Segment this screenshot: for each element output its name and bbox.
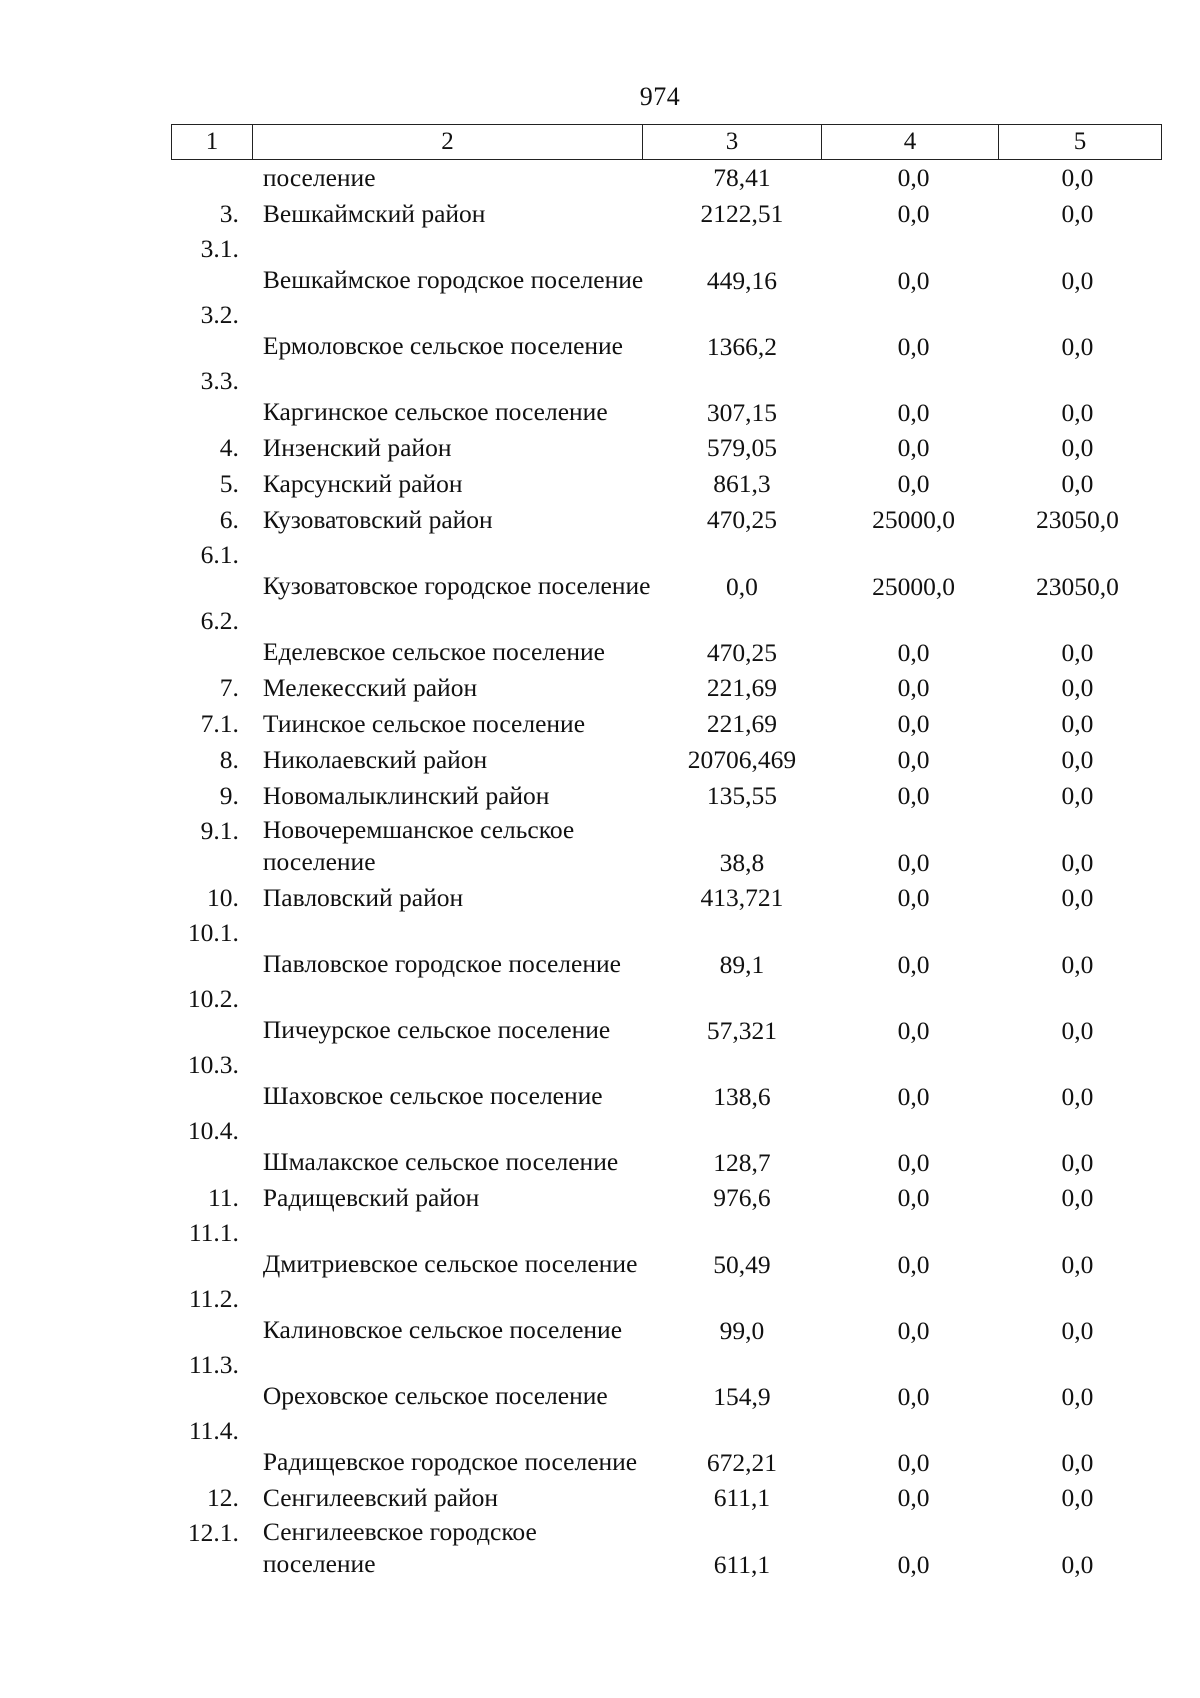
row-number: 11.4.: [188, 1416, 239, 1445]
row-value-col4: 25000,0: [872, 572, 955, 601]
row-number: 10.2.: [187, 984, 239, 1013]
row-value-col3: 128,7: [713, 1148, 771, 1177]
row-name: Каргинское сельское поселение: [262, 397, 608, 426]
row-value-col3: 221,69: [706, 709, 777, 738]
header-col-3: 3: [643, 125, 822, 160]
row-value-col5: 0,0: [1061, 673, 1094, 702]
row-value-col4: 0,0: [897, 1148, 930, 1177]
row-value-col5: 0,0: [1061, 469, 1094, 498]
row-value-col5: 0,0: [1061, 266, 1094, 295]
row-number: 11.1.: [188, 1218, 239, 1247]
row-name: Шмалакское сельское поселение: [262, 1147, 619, 1176]
row-value-col4: 0,0: [897, 332, 930, 361]
row-value-col5: 0,0: [1061, 709, 1094, 738]
row-name: Сенгилеевское городское поселение: [262, 1517, 537, 1578]
table-row: [171, 814, 1156, 880]
row-number: 12.: [207, 1483, 239, 1512]
row-number: 11.2.: [188, 1284, 239, 1313]
table-row: [171, 298, 1156, 364]
header-col-5: 5: [999, 125, 1162, 160]
row-number: 7.1.: [200, 709, 239, 738]
row-value-col5: 0,0: [1061, 1550, 1094, 1579]
row-value-col5: 0,0: [1061, 638, 1094, 667]
row-name: Ореховское сельское поселение: [262, 1381, 608, 1410]
row-value-col3: 135,55: [706, 781, 777, 810]
row-name: Кузоватовский район: [262, 505, 493, 534]
row-value-col3: 99,0: [719, 1316, 765, 1345]
table-row: [171, 430, 1156, 466]
table-row: [171, 1282, 1156, 1348]
row-value-col3: 0,0: [725, 572, 758, 601]
row-value-col5: 0,0: [1061, 1448, 1094, 1477]
row-value-col5: 0,0: [1061, 781, 1094, 810]
table-row: [171, 1480, 1156, 1516]
header-col-1: 1: [172, 125, 253, 160]
table-row: [171, 1114, 1156, 1180]
table-row: [171, 1348, 1156, 1414]
row-value-col5: 0,0: [1061, 1016, 1094, 1045]
row-name: Ермоловское сельское поселение: [262, 331, 624, 360]
row-number: 3.3.: [200, 366, 239, 395]
row-number: 3.2.: [200, 300, 239, 329]
row-name: Карсунский район: [262, 469, 463, 498]
table-body: [171, 160, 1156, 1582]
row-value-col3: 78,41: [713, 163, 771, 192]
row-number: 5.: [219, 469, 239, 498]
row-value-col5: 0,0: [1061, 1316, 1094, 1345]
row-value-col3: 89,1: [719, 950, 765, 979]
row-value-col3: 470,25: [706, 638, 777, 667]
table-row: [171, 1180, 1156, 1216]
row-name: Павловский район: [262, 883, 464, 912]
row-value-col4: 0,0: [897, 673, 930, 702]
table-row: [171, 778, 1156, 814]
row-value-col4: 0,0: [897, 709, 930, 738]
header-col-4: 4: [822, 125, 999, 160]
row-value-col3: 2122,51: [700, 199, 784, 228]
row-number: 10.: [207, 883, 239, 912]
table-header: [171, 124, 1162, 160]
row-number: 7.: [219, 673, 239, 702]
row-value-col3: 470,25: [706, 505, 777, 534]
row-value-col4: 0,0: [897, 266, 930, 295]
row-name: Николаевский район: [262, 745, 488, 774]
row-value-col4: 0,0: [897, 781, 930, 810]
row-value-col3: 50,49: [713, 1250, 771, 1279]
row-value-col3: 413,721: [700, 883, 784, 912]
row-value-col3: 154,9: [713, 1382, 771, 1411]
row-number: 3.: [219, 199, 239, 228]
row-value-col3: 976,6: [713, 1183, 771, 1212]
row-value-col4: 0,0: [897, 199, 930, 228]
row-value-col5: 0,0: [1061, 163, 1094, 192]
table-row: [171, 466, 1156, 502]
table-row: [171, 880, 1156, 916]
row-value-col4: 0,0: [897, 883, 930, 912]
row-name: Мелекесский район: [262, 673, 478, 702]
table-row: [171, 196, 1156, 232]
row-value-col5: 23050,0: [1036, 505, 1119, 534]
table-row: [171, 538, 1156, 604]
row-value-col3: 57,321: [706, 1016, 777, 1045]
table-row: [171, 1216, 1156, 1282]
header-row: [172, 125, 1162, 160]
row-name: Шаховское сельское поселение: [262, 1081, 603, 1110]
row-value-col3: 138,6: [713, 1082, 771, 1111]
row-value-col3: 611,1: [713, 1483, 771, 1512]
row-value-col3: 221,69: [706, 673, 777, 702]
row-name: Кузоватовское городское поселение: [262, 571, 651, 600]
row-value-col5: 0,0: [1061, 199, 1094, 228]
row-value-col5: 0,0: [1061, 950, 1094, 979]
row-value-col4: 0,0: [897, 1183, 930, 1212]
row-name: поселение: [262, 163, 376, 192]
row-number: 11.3.: [188, 1350, 239, 1379]
row-value-col3: 20706,469: [687, 745, 797, 774]
row-name: Радищевский район: [262, 1183, 480, 1212]
row-number: 11.: [207, 1183, 239, 1212]
row-number: 8.: [219, 745, 239, 774]
row-value-col5: 0,0: [1061, 332, 1094, 361]
row-name: Тиинское сельское поселение: [262, 709, 586, 738]
row-value-col4: 0,0: [897, 1082, 930, 1111]
table-row: [171, 364, 1156, 430]
row-number: 6.1.: [200, 540, 239, 569]
row-value-col4: 0,0: [897, 1316, 930, 1345]
row-value-col4: 25000,0: [872, 505, 955, 534]
row-value-col5: 0,0: [1061, 398, 1094, 427]
row-value-col3: 38,8: [719, 848, 765, 877]
row-value-col4: 0,0: [897, 638, 930, 667]
table-row: [171, 670, 1156, 706]
row-name: Павловское городское поселение: [262, 949, 621, 978]
row-value-col5: 0,0: [1061, 1148, 1094, 1177]
row-value-col4: 0,0: [897, 1382, 930, 1411]
row-name: Калиновское сельское поселение: [262, 1315, 623, 1344]
row-value-col4: 0,0: [897, 745, 930, 774]
table-row: [171, 604, 1156, 670]
row-number: 3.1.: [200, 234, 239, 263]
table-row: [171, 982, 1156, 1048]
row-value-col4: 0,0: [897, 398, 930, 427]
row-value-col5: 0,0: [1061, 1483, 1094, 1512]
page-number: 974: [639, 82, 681, 111]
row-value-col5: 0,0: [1061, 1183, 1094, 1212]
table-row: [171, 232, 1156, 298]
row-value-col4: 0,0: [897, 163, 930, 192]
row-value-col4: 0,0: [897, 469, 930, 498]
row-number: 4.: [219, 433, 239, 462]
row-value-col4: 0,0: [897, 1250, 930, 1279]
row-value-col4: 0,0: [897, 433, 930, 462]
table-row: [171, 1048, 1156, 1114]
row-value-col5: 0,0: [1061, 1250, 1094, 1279]
row-value-col5: 0,0: [1061, 848, 1094, 877]
row-name: Новомалыклинский район: [262, 781, 550, 810]
row-name: Сенгилеевский район: [262, 1483, 499, 1512]
table-row: [171, 502, 1156, 538]
row-value-col3: 1366,2: [706, 332, 777, 361]
row-name: Новочеремшанское сельское поселение: [262, 815, 575, 876]
row-name: Инзенский район: [262, 433, 452, 462]
row-number: 9.1.: [200, 816, 239, 845]
row-value-col5: 0,0: [1061, 433, 1094, 462]
row-value-col4: 0,0: [897, 950, 930, 979]
row-value-col3: 672,21: [706, 1448, 777, 1477]
row-value-col5: 23050,0: [1036, 572, 1119, 601]
row-number: 10.3.: [187, 1050, 239, 1079]
row-number: 12.1.: [187, 1518, 239, 1547]
row-value-col5: 0,0: [1061, 883, 1094, 912]
row-value-col4: 0,0: [897, 1550, 930, 1579]
table-row: [171, 916, 1156, 982]
row-name: Вешкаймский район: [262, 199, 486, 228]
row-number: 6.2.: [200, 606, 239, 635]
row-value-col4: 0,0: [897, 1448, 930, 1477]
row-name: Радищевское городское поселение: [262, 1447, 638, 1476]
row-value-col3: 861,3: [713, 469, 771, 498]
row-value-col5: 0,0: [1061, 745, 1094, 774]
row-value-col3: 579,05: [706, 433, 777, 462]
row-value-col4: 0,0: [897, 1016, 930, 1045]
table-row: [171, 1414, 1156, 1480]
row-name: Еделевское сельское поселение: [262, 637, 605, 666]
row-number: 10.1.: [187, 918, 239, 947]
header-col-2: 2: [253, 125, 643, 160]
row-value-col4: 0,0: [897, 848, 930, 877]
table-row: [171, 1516, 1156, 1582]
row-value-col5: 0,0: [1061, 1382, 1094, 1411]
row-number: 6.: [219, 505, 239, 534]
row-value-col3: 611,1: [713, 1550, 771, 1579]
table-row: [171, 742, 1156, 778]
row-name: Вешкаймское городское поселение: [262, 265, 644, 294]
row-value-col5: 0,0: [1061, 1082, 1094, 1111]
row-number: 10.4.: [187, 1116, 239, 1145]
row-name: Пичеурское сельское поселение: [262, 1015, 611, 1044]
row-name: Дмитриевское сельское поселение: [262, 1249, 638, 1278]
table-row: [171, 706, 1156, 742]
row-value-col4: 0,0: [897, 1483, 930, 1512]
row-value-col3: 307,15: [706, 398, 777, 427]
row-number: 9.: [219, 781, 239, 810]
row-value-col3: 449,16: [706, 266, 777, 295]
table-row: [171, 160, 1156, 196]
